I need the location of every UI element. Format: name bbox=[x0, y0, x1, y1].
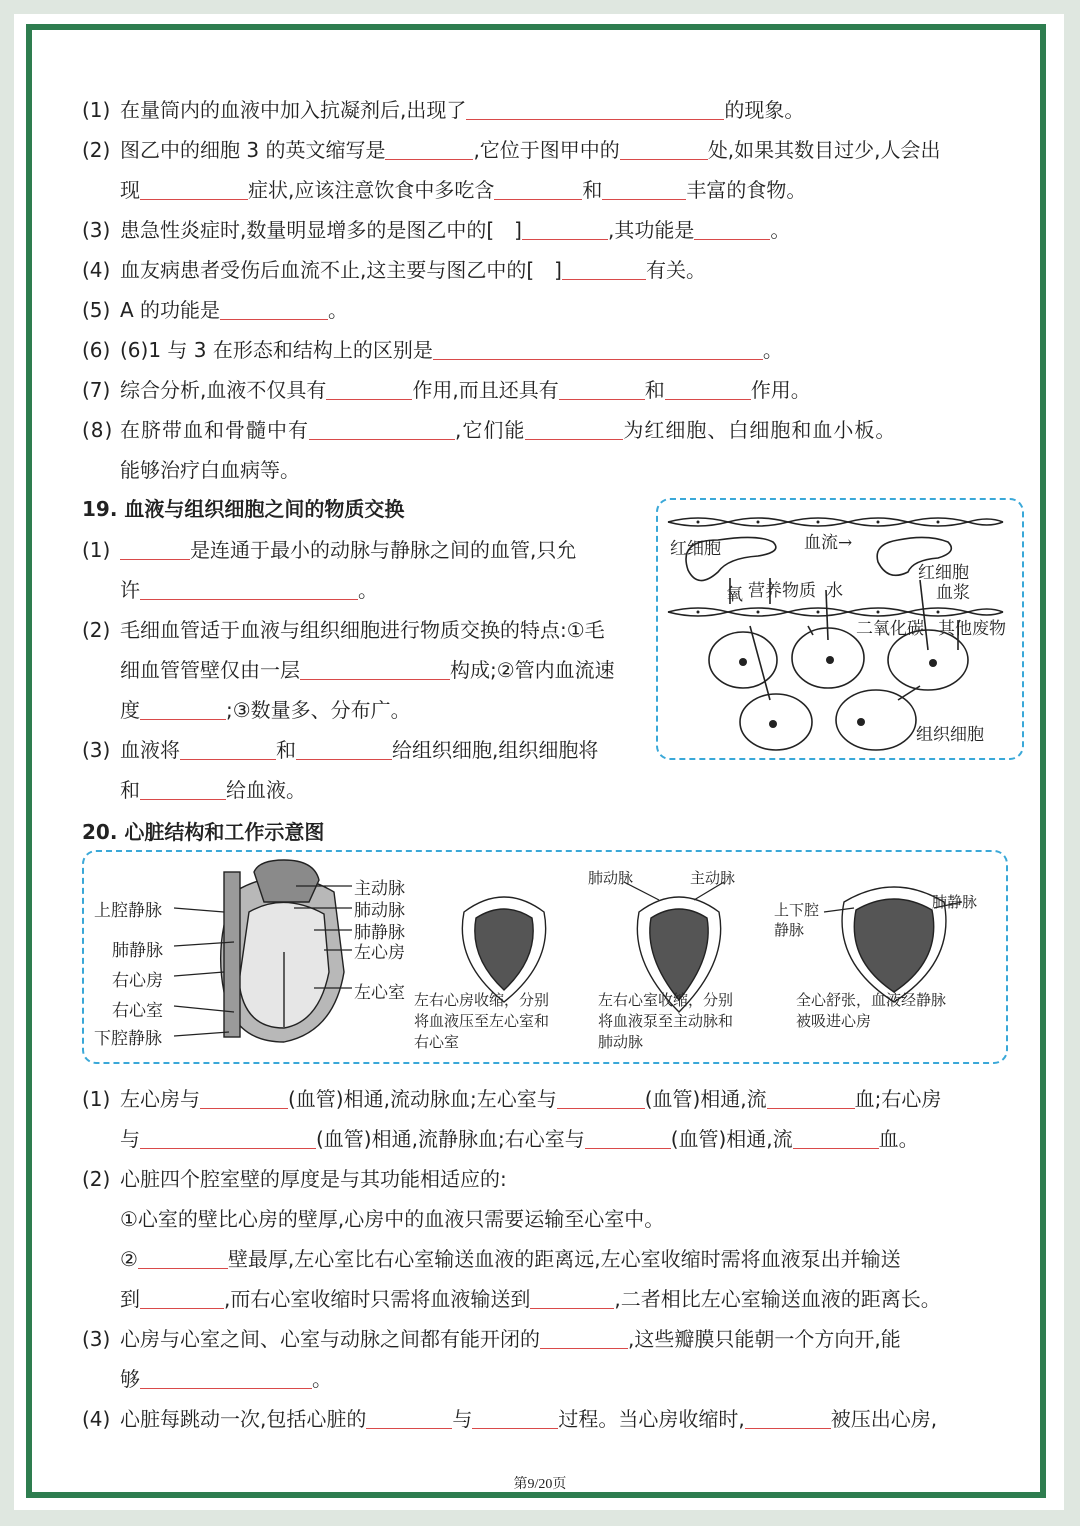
q19-line-1b: 许 。 bbox=[120, 578, 378, 602]
q19-line-2b: 细血管管壁仅由一层 构成;②管内血流速 bbox=[120, 658, 615, 682]
q20-line-3: (3) 心房与心室之间、心室与动脉之间都有能开闭的 ,这些瓣膜只能朝一个方向开,能 bbox=[82, 1327, 901, 1351]
answer-blank[interactable] bbox=[140, 179, 248, 200]
answer-blank[interactable] bbox=[140, 699, 226, 720]
label-inferior-vena-cava: 下腔静脉 bbox=[94, 1029, 162, 1049]
label-pulmonary-vein-right: 肺静脉 bbox=[354, 923, 405, 943]
label-blood-flow: 血流→ bbox=[804, 533, 853, 553]
answer-blank[interactable] bbox=[767, 1088, 855, 1109]
answer-blank[interactable] bbox=[120, 539, 190, 560]
answer-blank[interactable] bbox=[385, 139, 473, 160]
q20-line-1: (1) 左心房与 (血管)相通,流动脉血;左心室与 (血管)相通,流 血;右心房 bbox=[82, 1087, 942, 1111]
answer-blank[interactable] bbox=[602, 179, 686, 200]
answer-blank[interactable] bbox=[665, 379, 751, 400]
q19-line-3b: 和 给血液。 bbox=[120, 778, 306, 802]
label-pulmonary-artery: 肺动脉 bbox=[354, 901, 405, 921]
q18-line-1: (1) 在量筒内的血液中加入抗凝剂后,出现了 的现象。 bbox=[82, 98, 805, 122]
q20-line-4: (4) 心脏每跳动一次,包括心脏的 与 过程。当心房收缩时, 被压出心房, bbox=[82, 1407, 938, 1431]
q18-line-4: (4) 血友病患者受伤后血流不止,这主要与图乙中的[ ] 有关。 bbox=[82, 258, 706, 282]
answer-blank[interactable] bbox=[180, 739, 276, 760]
answer-blank[interactable] bbox=[138, 1248, 228, 1269]
q20-line-3b: 够 。 bbox=[120, 1367, 332, 1391]
label-other-waste: 其他废物 bbox=[938, 619, 1006, 639]
q20-line-2d: 到 ,而右心室收缩时只需将血液输送到 ,二者相比左心室输送血液的距离长。 bbox=[120, 1287, 941, 1311]
q19-line-2c: 度 ;③数量多、分布广。 bbox=[120, 698, 411, 722]
answer-blank[interactable] bbox=[140, 779, 226, 800]
label-pulmonary-vein-left: 肺静脉 bbox=[112, 941, 163, 961]
answer-blank[interactable] bbox=[585, 1128, 671, 1149]
answer-blank[interactable] bbox=[309, 419, 455, 440]
answer-blank[interactable] bbox=[540, 1328, 628, 1349]
answer-blank[interactable] bbox=[620, 139, 708, 160]
answer-blank[interactable] bbox=[296, 739, 392, 760]
q18-line-3: (3) 患急性炎症时,数量明显增多的是图乙中的[ ] ,其功能是 。 bbox=[82, 218, 791, 242]
q18-line-8: (8) 在脐带血和骨髓中有 ,它们能 为红细胞、白细胞和血小板。 bbox=[82, 418, 897, 442]
label-red-blood-cell: 红细胞 bbox=[670, 539, 721, 559]
label-water: 水 bbox=[826, 581, 843, 601]
q19-line-3: (3) 血液将 和 给组织细胞,组织细胞将 bbox=[82, 738, 599, 762]
q18-line-5: (5) A 的功能是 。 bbox=[82, 298, 349, 322]
answer-blank[interactable] bbox=[140, 1128, 316, 1149]
label-right-atrium: 右心房 bbox=[112, 971, 163, 991]
q18-line-2: (2) 图乙中的细胞 3 的英文缩写是 ,它位于图甲中的 处,如果其数目过少,人会出 bbox=[82, 138, 941, 162]
q18-line-2b: 现 症状,应该注意饮食中多吃含 和 丰富的食物。 bbox=[120, 178, 807, 202]
phase3-caption: 全心舒张，血液经静脉 被吸进心房 bbox=[796, 991, 947, 1030]
answer-blank[interactable] bbox=[140, 1288, 224, 1309]
label-oxygen: 氧 bbox=[726, 585, 743, 605]
answer-blank[interactable] bbox=[140, 579, 358, 600]
answer-blank[interactable] bbox=[300, 659, 450, 680]
phase1-caption: 左右心房收缩，分别 将血液压至左心室和 右心室 bbox=[414, 991, 550, 1051]
q20-line-2: (2) 心脏四个腔室壁的厚度是与其功能相适应的: bbox=[82, 1167, 507, 1191]
label-superior-vena-cava: 上腔静脉 bbox=[94, 901, 162, 921]
answer-blank[interactable] bbox=[220, 299, 328, 320]
label-aorta: 主动脉 bbox=[354, 879, 405, 899]
q20-line-2c: ② 壁最厚,左心室比右心室输送血液的距离远,左心室收缩时需将血液泵出并输送 bbox=[120, 1247, 901, 1271]
q18-line-8b: 能够治疗白血病等。 bbox=[120, 458, 300, 482]
q19-line-1: (1) 是连通于最小的动脉与静脉之间的血管,只允 bbox=[82, 538, 577, 562]
answer-blank[interactable] bbox=[559, 379, 645, 400]
capillary-exchange-diagram bbox=[656, 498, 1024, 760]
q19-line-2: (2) 毛细血管适于血液与组织细胞进行物质交换的特点:①毛 bbox=[82, 618, 605, 642]
phase2-caption: 左右心室收缩，分别 将血液泵至主动脉和 肺动脉 bbox=[598, 991, 734, 1051]
answer-blank[interactable] bbox=[366, 1408, 452, 1429]
heart-diagram-box bbox=[82, 850, 1008, 1064]
q18-line-7: (7) 综合分析,血液不仅具有 作用,而且还具有 和 作用。 bbox=[82, 378, 811, 402]
label-red-blood-cell-2: 红细胞 bbox=[918, 563, 969, 583]
q20-line-2b: ①心室的壁比心房的壁厚,心房中的血液只需要运输至心室中。 bbox=[120, 1207, 665, 1231]
label-phase3-vena-cava: 上下腔 bbox=[774, 901, 820, 919]
q20-heading: 20. 心脏结构和工作示意图 bbox=[82, 820, 325, 844]
label-tissue-cell: 组织细胞 bbox=[916, 725, 984, 745]
answer-blank[interactable] bbox=[326, 379, 412, 400]
answer-blank[interactable] bbox=[525, 419, 623, 440]
answer-blank[interactable] bbox=[793, 1128, 879, 1149]
label-phase2-aorta: 主动脉 bbox=[690, 869, 736, 887]
label-carbon-dioxide: 二氧化碳 bbox=[856, 619, 924, 639]
answer-blank[interactable] bbox=[745, 1408, 831, 1429]
answer-blank[interactable] bbox=[694, 219, 770, 240]
answer-blank[interactable] bbox=[562, 259, 646, 280]
answer-blank[interactable] bbox=[494, 179, 582, 200]
label-plasma: 血浆 bbox=[936, 583, 970, 603]
label-phase3-vein: 静脉 bbox=[774, 921, 805, 939]
q18-line-6: (6) (6)1 与 3 在形态和结构上的区别是 。 bbox=[82, 338, 783, 362]
answer-blank[interactable] bbox=[557, 1088, 645, 1109]
answer-blank[interactable] bbox=[522, 219, 608, 240]
page-number: 第9/20页 bbox=[513, 1477, 567, 1492]
q19-heading: 19. 血液与组织细胞之间的物质交换 bbox=[82, 497, 405, 521]
answer-blank[interactable] bbox=[140, 1368, 312, 1389]
q20-line-1b: 与 (血管)相通,流静脉血;右心室与 (血管)相通,流 血。 bbox=[120, 1127, 919, 1151]
answer-blank[interactable] bbox=[472, 1408, 558, 1429]
label-nutrients: 营养物质 bbox=[748, 581, 816, 601]
answer-blank[interactable] bbox=[530, 1288, 614, 1309]
label-left-atrium: 左心房 bbox=[354, 943, 405, 963]
label-left-ventricle: 左心室 bbox=[354, 983, 405, 1003]
answer-blank[interactable] bbox=[200, 1088, 288, 1109]
answer-blank[interactable] bbox=[466, 99, 724, 120]
answer-blank[interactable] bbox=[433, 339, 763, 360]
label-phase3-pulmonary-vein: 肺静脉 bbox=[932, 893, 978, 911]
label-right-ventricle: 右心室 bbox=[112, 1001, 163, 1021]
label-phase2-pulmonary-artery: 肺动脉 bbox=[588, 869, 634, 887]
